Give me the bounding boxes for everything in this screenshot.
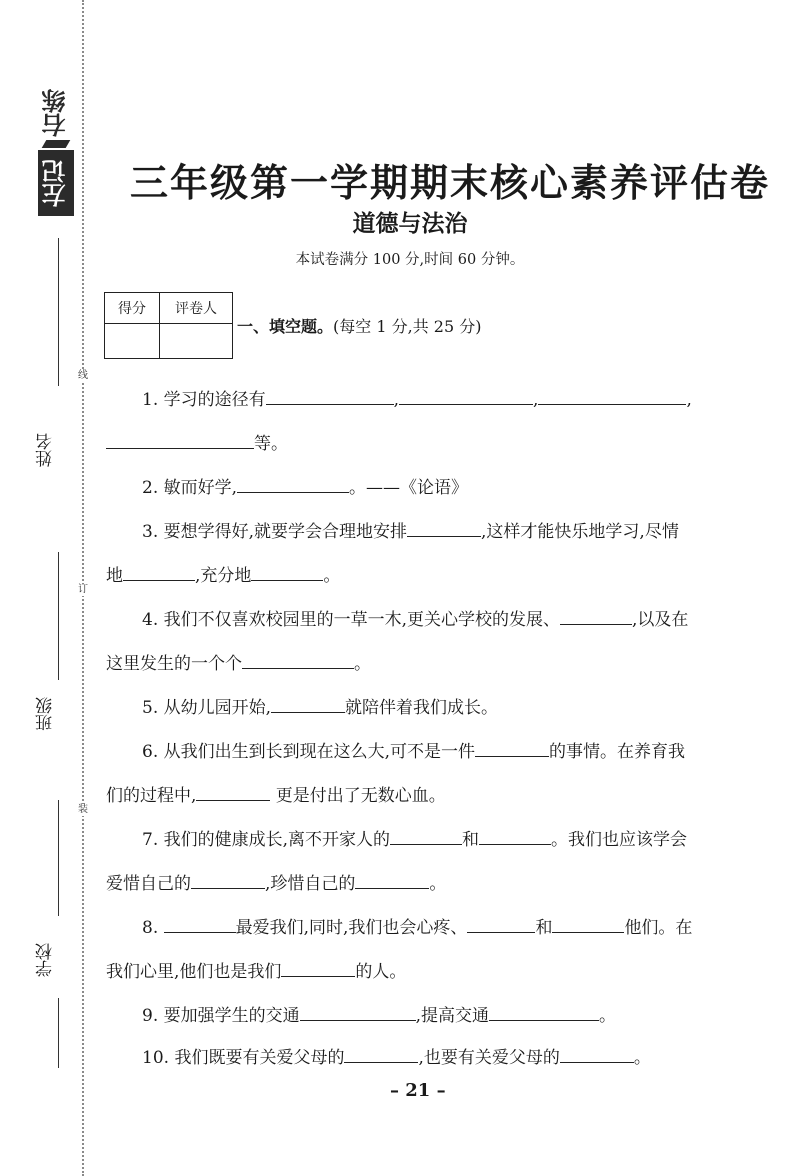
class-line (58, 552, 59, 680)
q10-text-a: 10. 我们既要有关爱父母的 (142, 1048, 345, 1068)
q6-text-d: 更是付出了无数心血。 (270, 786, 446, 806)
question-9 (142, 1002, 616, 1028)
mark-order: 订 (78, 584, 88, 595)
q8-blank-1[interactable] (164, 914, 236, 933)
mark-line: 线 (78, 370, 88, 381)
q8-blank-2[interactable] (467, 914, 535, 933)
q2-text-a: 2. 敏而好学, (142, 478, 238, 498)
q6-text-a: 6. 从我们出生到长到现在这么大,可不是一件 (142, 742, 476, 762)
logo-slash (42, 140, 71, 148)
q1-text-e: 等。 (254, 434, 288, 454)
field-class-label: 班级 (36, 697, 56, 731)
exam-note: 本试卷满分 100 分,时间 60 分钟。 (295, 252, 525, 268)
school-line (58, 800, 59, 916)
page-number: – 21 – (390, 1080, 446, 1101)
q8-text-d: 他们。在 (624, 918, 693, 938)
question-4-line-2 (106, 650, 371, 676)
q1-blank-2[interactable] (399, 386, 533, 405)
grader-cell[interactable] (160, 324, 233, 359)
q5-text-a: 5. 从幼儿园开始, (142, 698, 272, 718)
q3-blank-2[interactable] (123, 562, 195, 581)
question-3-line-2 (106, 562, 340, 588)
question-1-line-1 (142, 386, 692, 412)
q3-text-a: 3. 要想学得好,就要学会合理地安排 (142, 522, 408, 542)
question-8-line-2 (106, 958, 406, 984)
q4-text-c: 这里发生的一个个 (106, 654, 242, 674)
logo-sub-text: 右练 (42, 89, 70, 137)
score-cell[interactable] (105, 324, 160, 359)
q7-text-a: 7. 我们的健康成长,离不开家人的 (142, 830, 391, 850)
q8-text-e: 我们心里,他们也是我们 (106, 962, 282, 982)
q5-blank-1[interactable] (271, 694, 345, 713)
q10-text-c: 。 (633, 1048, 651, 1068)
q8-blank-3[interactable] (552, 914, 624, 933)
exam-title: 三年级第一学期期末核心素养评估卷 (129, 161, 770, 205)
q4-text-b: ,以及在 (632, 610, 689, 630)
q4-blank-2[interactable] (242, 650, 354, 669)
q9-blank-2[interactable] (489, 1002, 599, 1021)
q3-text-c: 地 (106, 566, 123, 586)
q3-blank-3[interactable] (251, 562, 323, 581)
q7-blank-3[interactable] (191, 870, 265, 889)
q7-text-e: ,珍惜自己的 (265, 874, 356, 894)
q1-blank-1[interactable] (266, 386, 394, 405)
question-2 (142, 474, 468, 500)
question-8-line-1 (142, 914, 692, 940)
q5-text-b: 就陪伴着我们成长。 (345, 698, 499, 718)
q3-text-b: ,这样才能快乐地学习,尽情 (481, 522, 679, 542)
q4-text-a: 4. 我们不仅喜欢校园里的一草一木,更关心学校的发展、 (142, 610, 561, 630)
q1-text-a: 1. 学习的途径有 (142, 390, 266, 410)
q7-blank-4[interactable] (355, 870, 429, 889)
q1-text-c: , (533, 390, 539, 410)
q8-blank-4[interactable] (281, 958, 355, 977)
subject-title: 道德与法治 (352, 211, 468, 237)
q8-text-a: 8. (142, 918, 164, 938)
field-school-label: 学校 (36, 943, 56, 977)
q9-text-a: 9. 要加强学生的交通 (142, 1006, 300, 1026)
question-3-line-1 (142, 518, 679, 544)
school-line-2 (58, 998, 59, 1068)
q8-text-b: 最爱我们,同时,我们也会心疼、 (235, 918, 468, 938)
q9-blank-1[interactable] (300, 1002, 416, 1021)
q10-text-b: ,也要有关爱父母的 (418, 1048, 560, 1068)
q9-text-c: 。 (599, 1006, 617, 1026)
score-label: 得分 (105, 293, 160, 324)
q1-blank-4[interactable] (106, 430, 254, 449)
mark-bind: 装 (78, 804, 88, 815)
q1-text-b: , (393, 390, 400, 410)
q8-text-f: 的人。 (355, 962, 407, 982)
q1-text-d: , (686, 390, 692, 410)
q7-text-d: 爱惜自己的 (106, 874, 191, 894)
field-name-label: 姓名 (36, 433, 56, 467)
name-line (58, 238, 59, 386)
question-10 (142, 1044, 651, 1070)
q7-text-b: 和 (462, 830, 480, 850)
q7-text-c: 。我们也应该学会 (551, 830, 688, 850)
q4-blank-1[interactable] (560, 606, 632, 625)
section-heading (237, 314, 481, 337)
binding-margin (0, 0, 86, 1176)
score-table (104, 292, 233, 359)
question-6-line-1 (142, 738, 685, 764)
q3-text-d: ,充分地 (195, 566, 252, 586)
q10-blank-2[interactable] (560, 1044, 634, 1063)
q7-blank-1[interactable] (390, 826, 462, 845)
grader-label: 评卷人 (160, 293, 233, 324)
q2-blank-1[interactable] (237, 474, 349, 493)
q6-blank-2[interactable] (196, 782, 270, 801)
brand-logo (38, 80, 74, 220)
q2-text-b: 。——《论语》 (349, 478, 469, 498)
question-5 (142, 694, 498, 720)
question-7-line-2 (106, 870, 446, 896)
q7-blank-2[interactable] (479, 826, 551, 845)
section-title: 一、填空题。 (237, 317, 334, 336)
logo-main-text: 左记 (42, 159, 70, 207)
q4-text-d: 。 (354, 654, 371, 674)
question-7-line-1 (142, 826, 687, 852)
question-6-line-2 (106, 782, 446, 808)
q1-blank-3[interactable] (538, 386, 686, 405)
q3-text-e: 。 (323, 566, 341, 586)
q3-blank-1[interactable] (407, 518, 481, 537)
q6-text-b: 的事情。在养育我 (549, 742, 686, 762)
q6-blank-1[interactable] (475, 738, 549, 757)
q9-text-b: ,提高交通 (415, 1006, 490, 1026)
q6-text-c: 们的过程中, (106, 786, 197, 806)
question-1-line-2 (106, 430, 288, 456)
q10-blank-1[interactable] (344, 1044, 418, 1063)
section-detail: (每空 1 分,共 25 分) (333, 317, 482, 336)
question-4-line-1 (142, 606, 688, 632)
q8-text-c: 和 (535, 918, 553, 938)
q7-text-f: 。 (429, 874, 447, 894)
